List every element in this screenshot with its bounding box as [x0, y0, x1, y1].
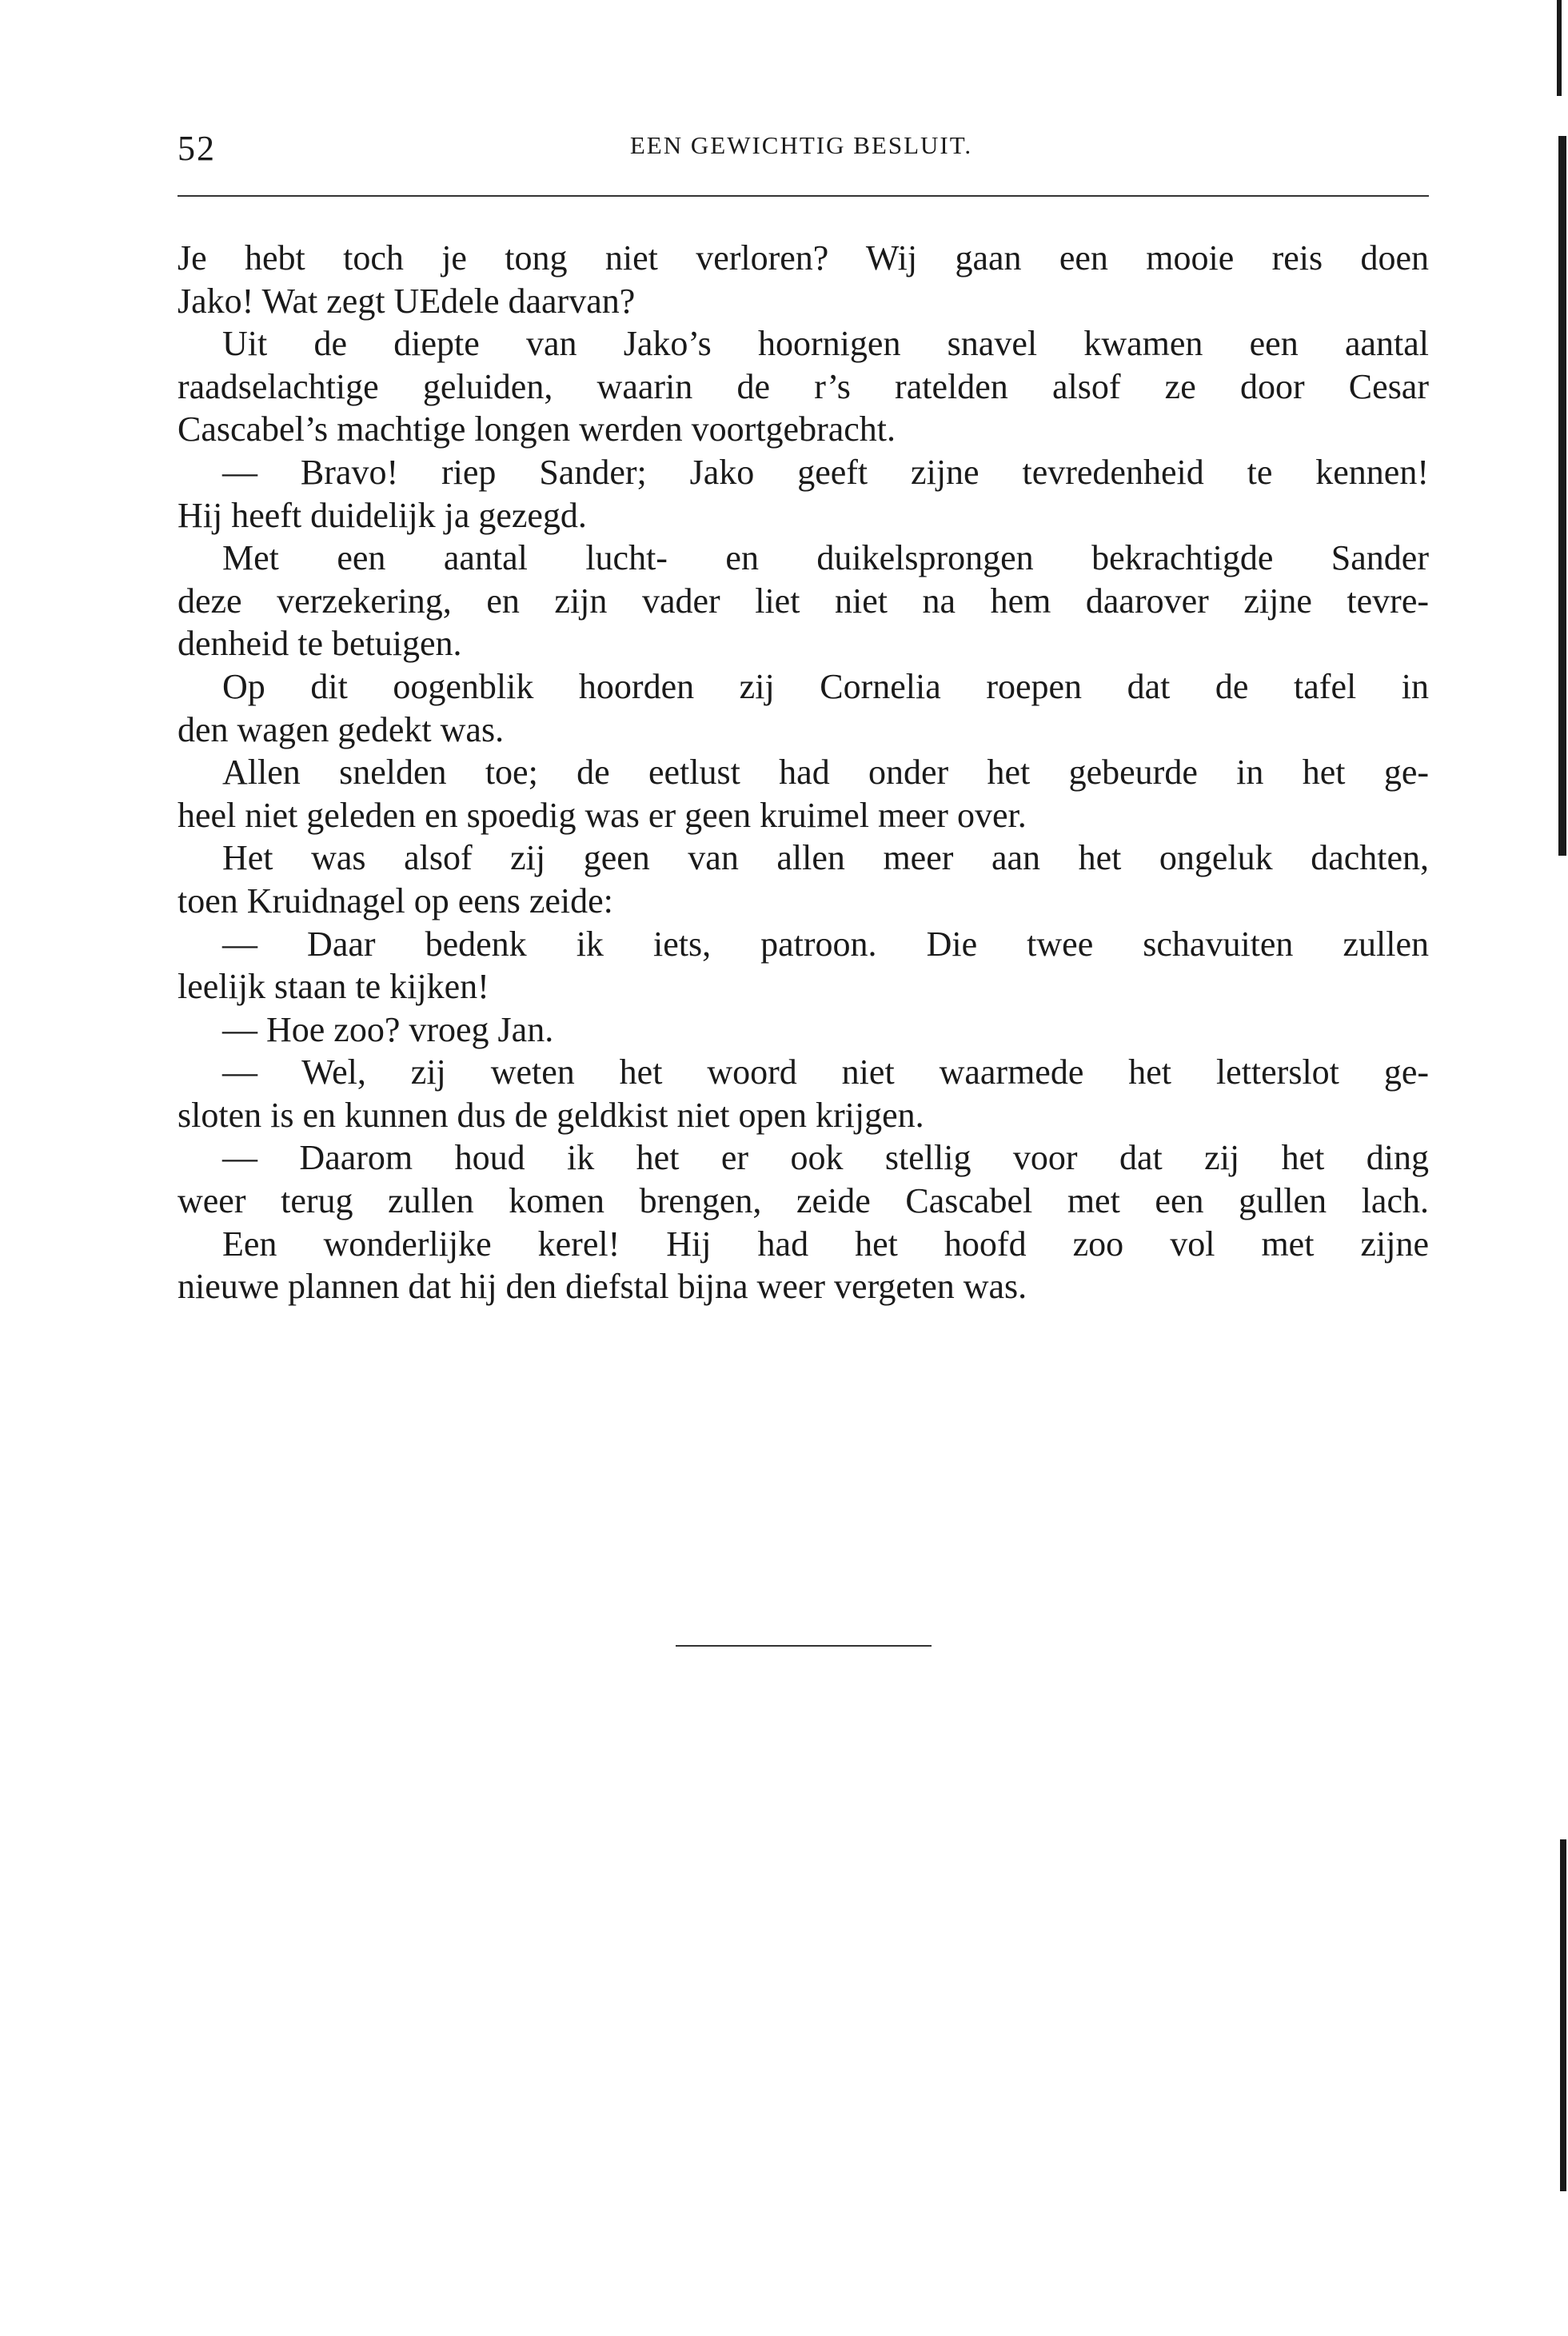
text-line: Een wonderlijke kerel! Hij had het hoofd zoo vol met zijne [222, 1224, 1429, 1264]
text-line: Hij heeft duidelijk ja gezegd. [178, 495, 587, 535]
text-line: deze verzekering, en zijn vader liet niet na hem daarover zijne tevre- [178, 581, 1429, 621]
text-line: nieuwe plannen dat hij den diefstal bijna weer vergeten was. [178, 1267, 1027, 1307]
header-rule [178, 195, 1429, 197]
text-line: heel niet geleden en spoedig was er geen kruimel meer over. [178, 795, 1027, 835]
text-line: Op dit oogenblik hoorden zij Cornelia roepen dat de tafel in [222, 666, 1429, 706]
text-line: Allen snelden toe; de eetlust had onder het gebeurde in het ge- [222, 753, 1429, 793]
scan-edge-shadow [1550, 0, 1568, 2336]
body-text [178, 237, 1429, 1308]
text-line: den wagen gedekt was. [178, 709, 505, 749]
edge-mark [1560, 1839, 1566, 2191]
chapter-end-rule [676, 1645, 932, 1647]
text-line: — Daarom houd ik het er ook stellig voor dat zij het ding [222, 1138, 1429, 1178]
text-line: sloten is en kunnen dus de geldkist niet open krijgen. [178, 1095, 924, 1135]
running-header [178, 123, 1429, 171]
page-number: 52 [178, 129, 216, 168]
text-line: leelijk staan te kijken! [178, 967, 489, 1007]
text-line: Jako! Wat zegt UEdele daarvan? [178, 281, 636, 321]
text-line: denheid te betuigen. [178, 624, 462, 664]
running-title: EEN GEWICHTIG BESLUIT. [629, 131, 973, 159]
text-line: Met een aantal lucht- en duikelsprongen bekrachtigde Sander [222, 538, 1429, 578]
text-line: Uit de diepte van Jako’s hoornigen snavel kwamen een aantal [222, 324, 1429, 364]
text-line: Je hebt toch je tong niet verloren? Wij gaan een mooie reis doen [178, 238, 1429, 278]
text-line: — Bravo! riep Sander; Jako geeft zijne tevredenheid te kennen! [222, 452, 1429, 492]
text-line: toen Kruidnagel op eens zeide: [178, 880, 613, 920]
text-line: weer terug zullen komen brengen, zeide Cascabel met een gullen lach. [178, 1181, 1429, 1221]
edge-mark [1558, 136, 1566, 856]
edge-mark [1557, 0, 1562, 96]
text-line: — Hoe zoo? vroeg Jan. [222, 1009, 554, 1049]
text-line: — Wel, zij weten het woord niet waarmede het letterslot ge- [222, 1052, 1429, 1092]
text-line: Het was alsof zij geen van allen meer aan het ongeluk dachten, [222, 838, 1429, 878]
text-line: raadselachtige geluiden, waarin de r’s ratelden alsof ze door Cesar [178, 366, 1429, 406]
text-line: Cascabel’s machtige longen werden voortgebracht. [178, 409, 896, 449]
text-line: — Daar bedenk ik iets, patroon. Die twee schavuiten zullen [222, 924, 1429, 964]
